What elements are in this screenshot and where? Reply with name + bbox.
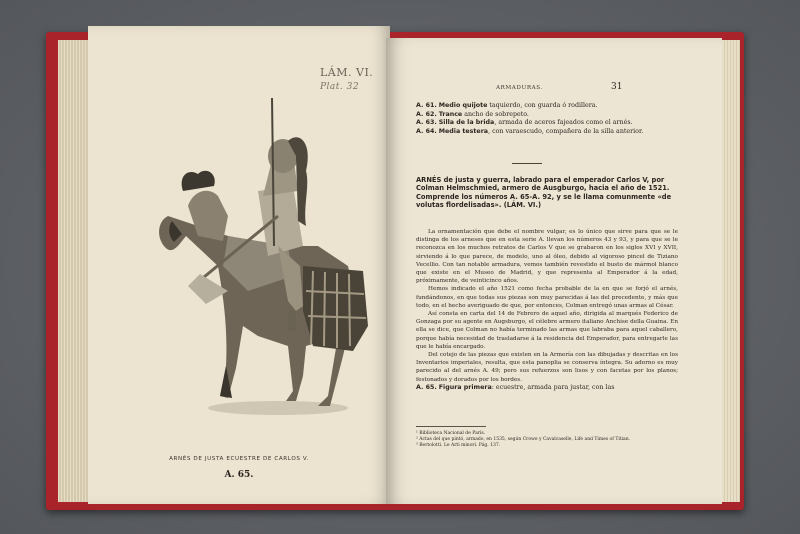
entry-code: A. 63. [416, 119, 437, 126]
footnote: ¹ Biblioteca Nacional de París. [416, 431, 486, 436]
entry-name: Media testera [438, 127, 489, 135]
footnote-rule [416, 426, 486, 427]
knight-illustration [128, 96, 368, 426]
plate-number-handwritten: Plat. 32 [320, 82, 360, 92]
footnote: ³ Bertolotti. Le Arti minori. Pág. 137. [416, 443, 501, 449]
entry-desc: , armada de aceros fajeados como el arnés. [494, 119, 633, 126]
entry-name: Trance [438, 110, 463, 118]
page-edges-left [58, 40, 92, 502]
section-heading: ARNÉS de justa y guerra, labrado para el emperador Carlos V, por Colman Helmschmied, armero de Ausgburgo, hacia el año de 1521. Comprende los números A. 65-A. 92, y se le llama comunmente «de volutas flordelisadas». (LÁM. VI.) [416, 176, 672, 209]
page-number: 31 [611, 82, 623, 92]
entry-desc: ancho de sobrepeto. [462, 110, 529, 118]
section-divider [512, 163, 542, 164]
plate-caption-number: A. 65. [224, 470, 254, 480]
entry-list [416, 102, 678, 136]
right-page [386, 38, 722, 504]
paragraph: Así consta en carta del 14 de Febrero de aquel año, dirigida al marqués Federico de Gonzaga por su agente en Augsburgo, el célebre armero italiano Anchise della Guaina. En ella se dice, que Colman no había terminado las armas que labraba para aquel caballero, porque había necesidad de trasladarse á la residencia del Emperador, para entregarle las que le había encargado. [416, 311, 678, 350]
entry-name: Silla de la brida [438, 119, 495, 126]
plate-caption: ARNÉS DE JUSTA ECUESTRE DE CARLOS V. [169, 456, 309, 462]
entry-desc: taquierdo, con guarda ó rodillera. [487, 102, 598, 109]
entry-name: Medio quijote [438, 102, 488, 109]
entry-code: A. 61. [416, 102, 437, 109]
paragraph: Hemos indicado el año 1521 como fecha probable de la en que se forjó el arnés, fundándonos, en que todas sus piezas son muy parecidas á las del precedente, y más que todo, en el hecho averiguado de que, por entonces, Colman entregó unas armas al César. [416, 286, 678, 309]
body-text [416, 228, 678, 392]
entry-code: A. 64. [416, 127, 437, 135]
running-head: ARMADURAS. [496, 85, 543, 91]
entry-item [416, 111, 678, 120]
paragraph: Del cotejo de las piezas que existen en la Armería con las dibujadas y descritas en los Inventarios imperiales, resulta, que esta panoplia se conserva íntegra. Su adorno es muy parecido al del arnés A. 49; pero sus refuerzos son lisos y con facetas por los planos; festonados y dorados por los bordes. [416, 352, 678, 383]
entry-desc: : ecuestre, armada para justar, con las [491, 383, 615, 391]
plate-number-text: LÁM. VI. [320, 66, 374, 79]
paragraph: La ornamentación que debe el nombre vulgar, es lo único que sirve para que se le distinga de los arneses que en esta serie A. llevan los números 43 y 93, y para que se le reconozca en los muchos retratos de Carlos V que se grabaron en los siglos XVI y XVII, sirviendo á lo que parece, de modelo, uno al óleo, debido al vigoroso pincel de Tiziano Vecellio. Con tan notable armadura, vemos también revestido el busto de mármol blanco que existe en el Museo de Madrid, y que representa al Emperador á la edad, próximamente, de veinticinco años. [416, 229, 678, 285]
entry-item [416, 102, 678, 111]
entry-code: A. 62. [416, 110, 437, 118]
footnotes [416, 431, 678, 450]
footnote: ² Actas del que pintó, armado, en 1535, según Crowe y Cavalcaselle, Life and Times of Titian. [416, 437, 631, 443]
plate-number [320, 66, 390, 92]
entry-desc: , con varaescudo, compañera de la silla anterior. [488, 127, 644, 135]
last-entry [416, 384, 678, 392]
entry-code: A. 65. [416, 383, 437, 391]
entry-name: Figura primera [438, 383, 492, 391]
entry-item [416, 119, 678, 128]
entry-item [416, 128, 678, 137]
left-page [88, 26, 390, 504]
